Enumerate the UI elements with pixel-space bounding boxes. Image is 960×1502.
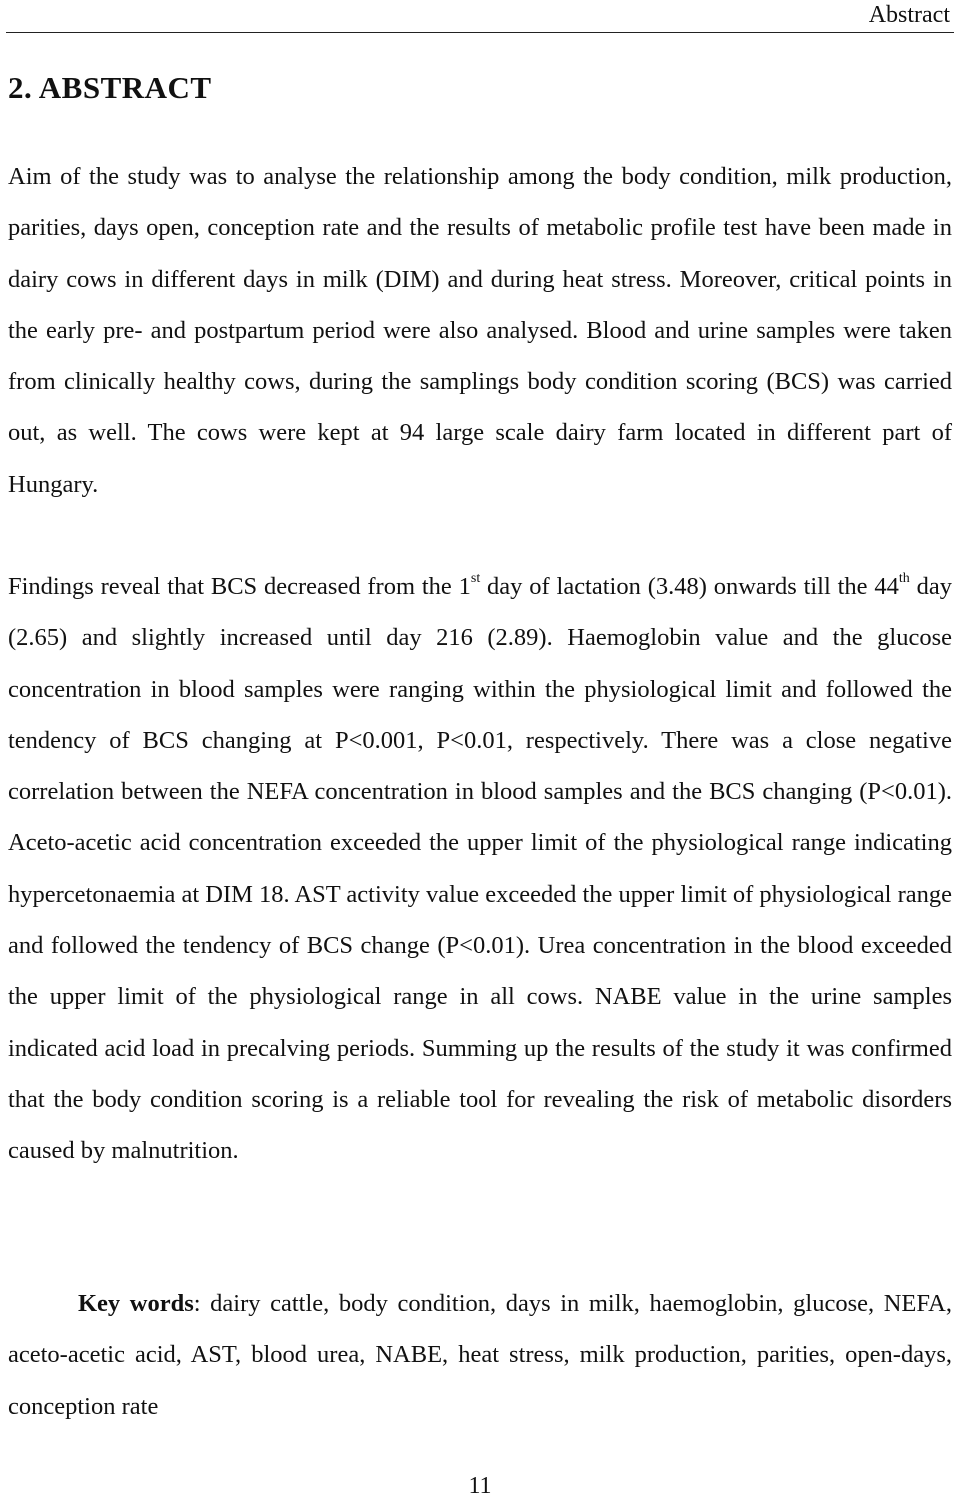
abstract-paragraph-1: Aim of the study was to analyse the relationship among the body condition, milk production, parities, days open, conception rate and the results of metabolic profile test have been made in dairy cows in different days in milk (DIM) and during heat stress. Moreover, critical points in the early pre- and postpartum period were also analysed. Blood and urine samples were taken from clinically healthy cows, during the samplings body condition scoring (BCS) was carried out, as well. The cows were kept at 94 large scale dairy farm located in different part of Hungary.: [8, 163, 952, 498]
keywords-list: dairy cattle, body condition, days in milk, haemoglobin, glucose, NEFA, aceto-acetic acid, AST, blood urea, NABE, heat stress, milk production, parities, open-days, conception rate: [8, 1290, 952, 1420]
abstract-paragraph-2: [8, 561, 952, 1177]
ordinal-superscript-th: th: [898, 571, 910, 586]
p2-text-c: day (2.65) and slightly increased until day 216 (2.89). Haemoglobin value and the glucose concentration in blood samples were ranging within the physiological limit and followed the tendency of BCS changing at P<0.001, P<0.01, respectively. There was a close negative correlation between the NEFA concentration in blood samples and the BCS changing (P<0.01). Aceto-acetic acid concentration exceeded the upper limit of the physiological range indicating hypercetonaemia at DIM 18. AST activity value exceeded the upper limit of physiological range and followed the tendency of BCS change (P<0.01). Urea concentration in the blood exceeded the upper limit of the physiological range in all cows. NABE value in the urine samples indicated acid load in precalving periods. Summing up the results of the study it was confirmed that the body condition scoring is a reliable tool for revealing the risk of metabolic disorders caused by malnutrition.: [8, 573, 953, 1165]
p2-text-a: Findings reveal that BCS decreased from the 1: [8, 573, 471, 600]
keywords-paragraph: [8, 1278, 952, 1432]
header-rule: [6, 32, 954, 33]
page-number: 11: [468, 1473, 492, 1499]
keywords-separator: :: [193, 1290, 211, 1317]
p2-text-b: day of lactation (3.48) onwards till the 44: [480, 573, 899, 600]
ordinal-superscript-st: st: [470, 571, 481, 586]
section-title: 2. ABSTRACT: [8, 70, 212, 105]
keywords-label: Key words: [78, 1290, 194, 1317]
running-header: Abstract: [868, 2, 950, 28]
